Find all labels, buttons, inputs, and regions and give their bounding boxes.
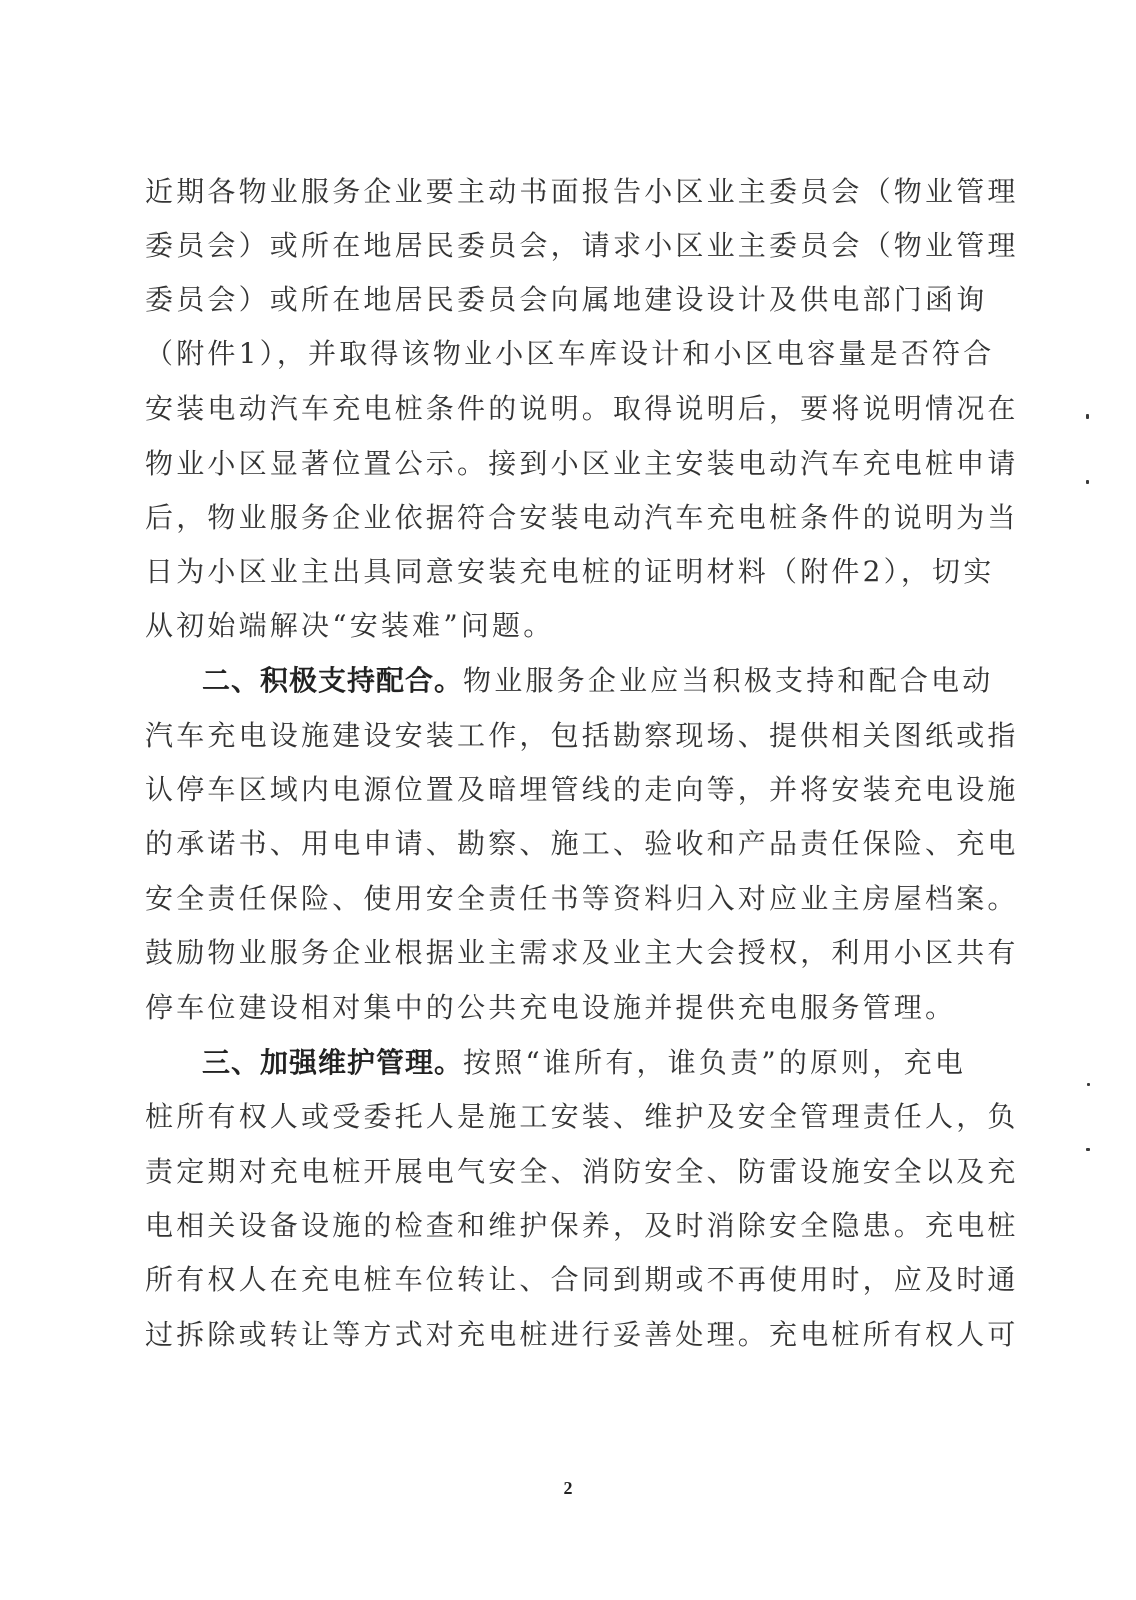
paragraph-line: 物业小区显著位置公示。接到小区业主安装电动汽车充电桩申请 (145, 447, 1019, 480)
paragraph-first-line (202, 653, 994, 709)
paragraph-line: 近期各物业服务企业要主动书面报告小区业主委员会（物业管理 (145, 175, 1019, 208)
paragraph-line: 委员会）或所在地居民委员会向属地建设设计及供电部门函询 (145, 283, 988, 316)
section-heading: 二、积极支持配合。 (202, 664, 464, 697)
scan-speck (1086, 480, 1089, 484)
paragraph-line: 电相关设备设施的检查和维护保养，及时消除安全隐患。充电桩 (145, 1209, 1019, 1242)
paragraph-line: 责定期对充电桩开展电气安全、消防安全、防雷设施安全以及充 (145, 1155, 1019, 1188)
paragraph-line: 委员会）或所在地居民委员会，请求小区业主委员会（物业管理 (145, 229, 1019, 262)
section-heading: 三、加强维护管理。 (202, 1046, 464, 1079)
paragraph-line: 所有权人在充电桩车位转让、合同到期或不再使用时，应及时通 (145, 1263, 1019, 1296)
paragraph-line: 后，物业服务企业依据符合安装电动汽车充电桩条件的说明为当 (145, 501, 1019, 534)
page-number: 2 (563, 1478, 573, 1498)
paragraph-line: 停车位建设相对集中的公共充电设施并提供充电服务管理。 (145, 991, 957, 1024)
paragraph-line: 汽车充电设施建设安装工作，包括勘察现场、提供相关图纸或指 (145, 719, 1019, 752)
paragraph-line: 鼓励物业服务企业根据业主需求及业主大会授权，利用小区共有 (145, 936, 1019, 969)
paragraph-line: 认停车区域内电源位置及暗埋管线的走向等，并将安装充电设施 (145, 773, 1019, 806)
scan-speck (1086, 1148, 1090, 1151)
paragraph-line-text: 物业服务企业应当积极支持和配合电动 (463, 664, 994, 697)
paragraph-line: 桩所有权人或受委托人是施工安装、维护及安全管理责任人，负 (145, 1100, 1019, 1133)
paragraph-line: 安装电动汽车充电桩条件的说明。取得说明后，要将说明情况在 (145, 392, 1019, 425)
paragraph-line: 的承诺书、用电申请、勘察、施工、验收和产品责任保险、充电 (145, 827, 1019, 860)
paragraph-line-text: 按照“谁所有，谁负责”的原则，充电 (463, 1046, 967, 1079)
paragraph-line: 从初始端解决“安装难”问题。 (145, 609, 555, 642)
paragraph-line: 日为小区业主出具同意安装充电桩的证明材料（附件2），切实 (145, 555, 995, 588)
scan-speck (1086, 414, 1089, 419)
paragraph-line: 过拆除或转让等方式对充电桩进行妥善处理。充电桩所有权人可 (145, 1318, 1019, 1351)
scan-speck (1087, 1083, 1090, 1086)
paragraph-first-line (202, 1035, 990, 1091)
paragraph-line: 安全责任保险、使用安全责任书等资料归入对应业主房屋档案。 (145, 882, 1019, 915)
paragraph-line: （附件1），并取得该物业小区车库设计和小区电容量是否符合 (145, 337, 995, 370)
